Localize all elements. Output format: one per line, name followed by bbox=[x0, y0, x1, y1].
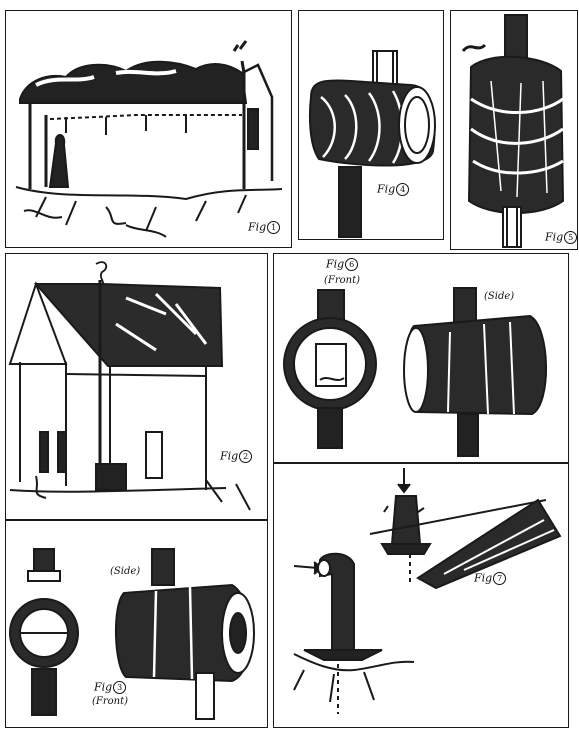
fig2-number: 2 bbox=[239, 450, 252, 463]
fig5-number: 5 bbox=[564, 231, 577, 244]
fig6-caption bbox=[326, 258, 358, 271]
fig3-front-label: (Front) bbox=[92, 696, 129, 707]
drum-front-side-illustration-3 bbox=[6, 521, 268, 728]
fig6-number: 6 bbox=[345, 258, 358, 271]
figure-panel-7 bbox=[273, 463, 569, 728]
fig1-number: 1 bbox=[267, 221, 280, 234]
fig2-label: Fig bbox=[220, 449, 239, 463]
fig4-label: Fig bbox=[377, 182, 396, 196]
figure-panel-6 bbox=[273, 253, 569, 463]
fig4-number: 4 bbox=[396, 183, 409, 196]
fig3-caption bbox=[94, 681, 126, 694]
fig3-side-label: (Side) bbox=[110, 566, 141, 577]
house-sawtooth-illustration bbox=[6, 11, 292, 248]
roof-vent-elbow-illustration bbox=[274, 464, 569, 728]
drum-heater-illustration bbox=[299, 11, 444, 240]
fig6-side-label: (Side) bbox=[484, 291, 515, 302]
fig6-label: Fig bbox=[326, 257, 345, 271]
fig7-number: 7 bbox=[493, 572, 506, 585]
figure-panel-4 bbox=[298, 10, 444, 240]
figure-panel-1 bbox=[5, 10, 292, 248]
two-story-house-illustration bbox=[6, 254, 268, 520]
fig3-number: 3 bbox=[113, 681, 126, 694]
fig5-caption bbox=[545, 231, 577, 244]
figure-panel-5 bbox=[450, 10, 578, 250]
fig7-caption bbox=[474, 572, 506, 585]
fig1-caption bbox=[248, 221, 280, 234]
fig4-caption bbox=[377, 183, 409, 196]
fig1-label: Fig bbox=[248, 220, 267, 234]
figure-panel-3 bbox=[5, 520, 268, 728]
fig3-label: Fig bbox=[94, 680, 113, 694]
wrapped-drum-illustration bbox=[451, 11, 578, 250]
fig7-label: Fig bbox=[474, 571, 493, 585]
fig6-front-label: (Front) bbox=[324, 275, 361, 286]
figure-panel-2 bbox=[5, 253, 268, 520]
fig2-caption bbox=[220, 450, 252, 463]
fig5-label: Fig bbox=[545, 230, 564, 244]
drum-front-side-illustration-6 bbox=[274, 254, 569, 463]
